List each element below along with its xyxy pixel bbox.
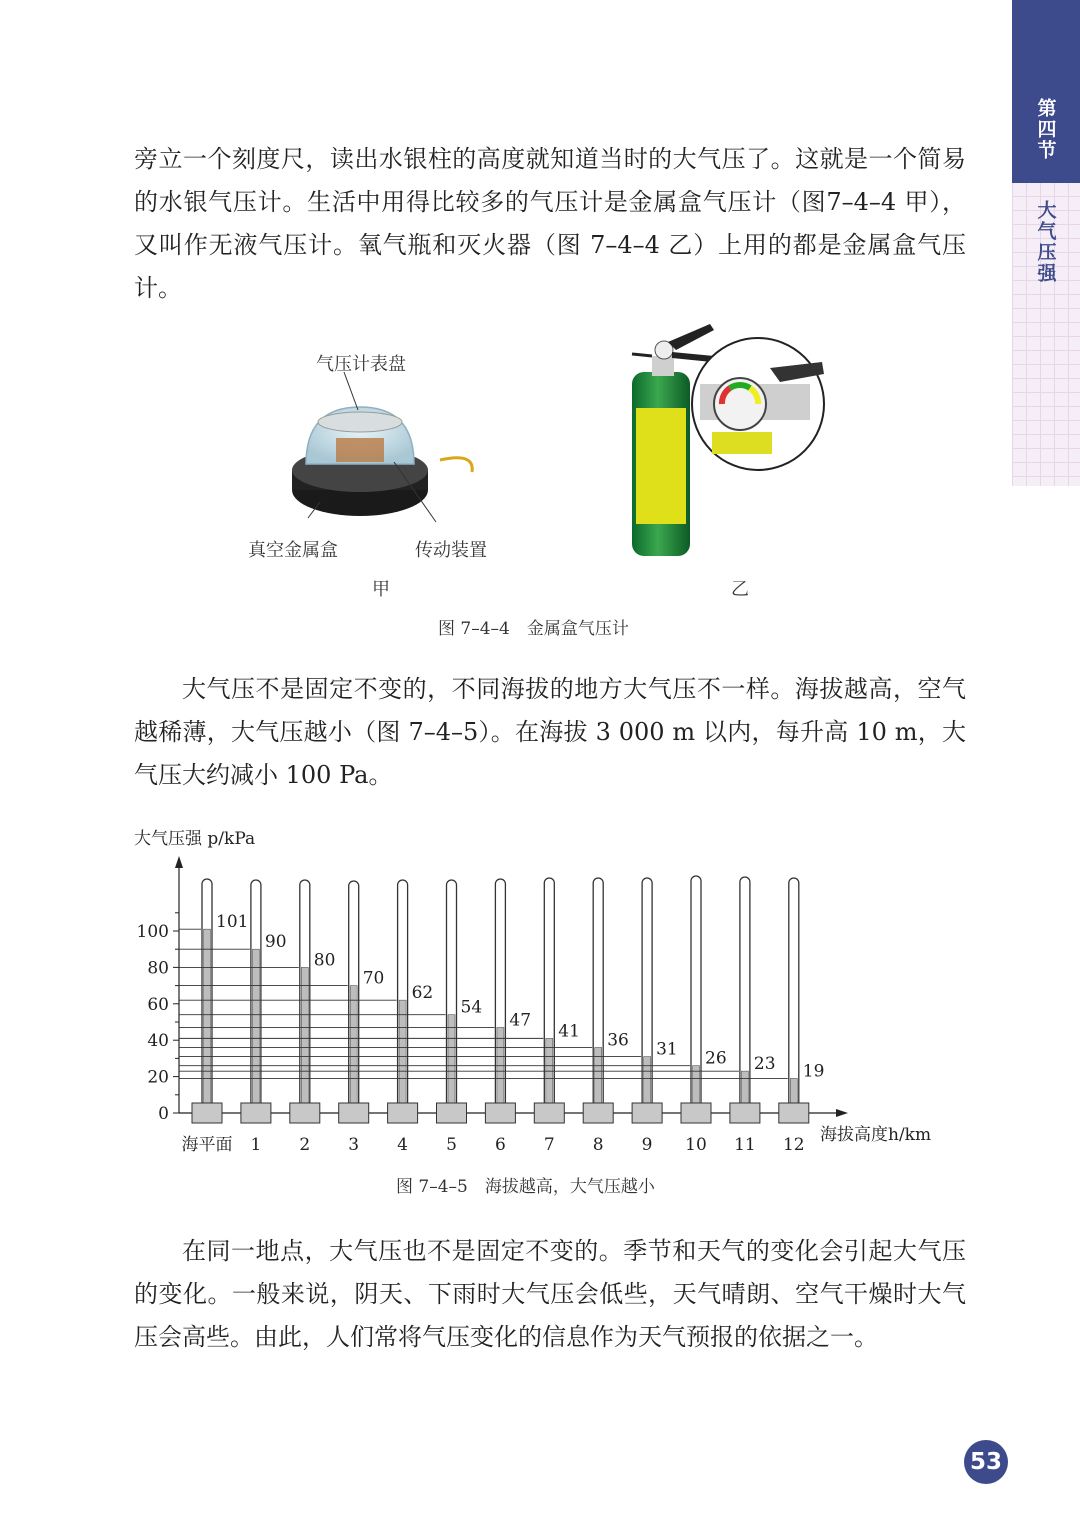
mercury-trough (534, 1103, 564, 1123)
value-label: 62 (411, 983, 434, 1004)
label-dial: 气压计表盘 (316, 354, 406, 375)
glass-tube (789, 878, 799, 1107)
value-label: 101 (216, 912, 249, 933)
subfigure-a-label: 甲 (372, 579, 390, 600)
aneroid-barometer-image (292, 372, 472, 522)
section-title: 大气压强 (1034, 200, 1057, 284)
pressure-bar (497, 1027, 504, 1107)
mercury-trough (339, 1103, 369, 1123)
x-axis-arrow (836, 1109, 848, 1117)
subfigure-b-label: 乙 (731, 579, 749, 600)
y-tick-label: 80 (147, 958, 169, 979)
value-label: 26 (705, 1048, 727, 1069)
pressure-bar (399, 1000, 406, 1107)
y-tick-label: 0 (158, 1104, 169, 1124)
mercury-trough (485, 1103, 515, 1123)
y-tick-label: 60 (147, 994, 169, 1015)
category-label: 6 (494, 1135, 506, 1155)
category-label: 3 (348, 1135, 360, 1155)
section-label: 第四节 (1034, 98, 1057, 161)
value-label: 23 (753, 1054, 776, 1075)
pressure-bar (644, 1057, 651, 1107)
mercury-trough (779, 1103, 809, 1123)
category-label: 10 (685, 1135, 707, 1155)
value-label: 41 (558, 1021, 580, 1042)
value-label: 19 (802, 1061, 825, 1082)
pressure-bar (204, 929, 211, 1107)
mercury-trough (681, 1103, 711, 1123)
mercury-trough (241, 1103, 271, 1123)
y-tick-label: 20 (147, 1067, 169, 1088)
y-axis-arrow (175, 856, 183, 868)
pressure-bar (448, 1015, 455, 1107)
pressure-bar (252, 949, 259, 1107)
mercury-trough (388, 1103, 418, 1123)
x-axis-title: 海拔高度h/km (820, 1125, 932, 1145)
category-label: 8 (592, 1135, 604, 1155)
altitude-pressure-chart (120, 820, 980, 1170)
paragraph-3: 在同一地点，大气压也不是固定不变的。季节和天气的变化会引起大气压的变化。一般来说，阴天、下雨时大气压会低些，天气晴朗、空气干燥时大气压会高些。由此，人们常将气压变化的信息作为天气预报的依据之一。 (134, 1237, 966, 1351)
mercury-trough (730, 1103, 760, 1123)
figure-745-caption: 图 7–4–5 海拔越高，大气压越小 (396, 1177, 655, 1197)
label-vacuum-box: 真空金属盒 (248, 540, 338, 561)
value-label: 47 (509, 1010, 532, 1031)
fire-extinguisher-image (632, 324, 824, 556)
mercury-trough (437, 1103, 467, 1123)
pressure-bar (693, 1066, 700, 1107)
y-axis-title: 大气压强 p/kPa (134, 829, 256, 849)
category-label: 9 (641, 1135, 653, 1155)
category-label: 4 (397, 1135, 409, 1155)
mercury-trough (632, 1103, 662, 1123)
y-tick-label: 40 (147, 1031, 169, 1052)
value-label: 70 (362, 968, 385, 989)
category-label: 1 (250, 1135, 262, 1155)
paragraph-2: 大气压不是固定不变的，不同海拔的地方大气压不一样。海拔越高，空气越稀薄，大气压越小（图 7–4–5）。在海拔 3 000 m 以内，每升高 10 m，大气压大约减小 100 Pa。 (134, 675, 966, 789)
value-label: 80 (313, 950, 336, 971)
value-label: 36 (607, 1030, 629, 1051)
figure-744-caption: 图 7–4–4 金属盒气压计 (438, 619, 629, 639)
category-label: 5 (446, 1135, 457, 1155)
category-label: 海平面 (181, 1135, 233, 1155)
y-tick-label: 100 (136, 922, 169, 942)
chapter-side-tab (1012, 0, 1080, 486)
mercury-trough (583, 1103, 613, 1123)
value-label: 54 (460, 997, 483, 1018)
pressure-bar (741, 1071, 748, 1107)
category-label: 11 (734, 1135, 756, 1155)
mercury-trough (290, 1103, 320, 1123)
value-label: 31 (656, 1039, 678, 1060)
pressure-bar (350, 986, 357, 1107)
label-drive-mechanism: 传动装置 (415, 540, 487, 561)
pressure-bar (301, 967, 308, 1107)
category-label: 2 (299, 1135, 311, 1155)
category-label: 12 (782, 1135, 805, 1155)
value-label: 90 (264, 932, 287, 953)
page-number: 53 (964, 1440, 1008, 1484)
mercury-trough (192, 1103, 222, 1123)
pressure-bar (546, 1038, 553, 1107)
category-label: 7 (543, 1135, 555, 1155)
paragraph-1: 旁立一个刻度尺，读出水银柱的高度就知道当时的大气压了。这就是一个简易的水银气压计。生活中用得比较多的气压计是金属盒气压计（图7–4–4 甲），又叫作无液气压计。氧气瓶和灭火器（图 7–4–4 乙）上用的都是金属盒气压计。 (134, 145, 966, 302)
